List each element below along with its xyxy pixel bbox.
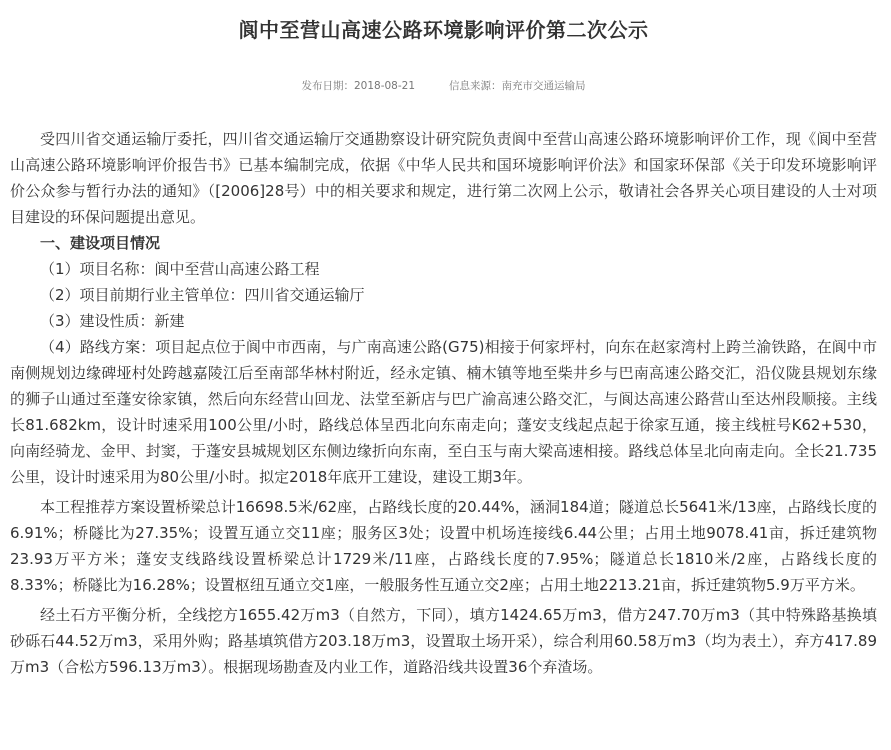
item-project-name: （1）项目名称：阆中至营山高速公路工程 <box>40 260 320 278</box>
publish-date: 发布日期：2018-08-21 <box>301 80 416 92</box>
article-body <box>10 126 877 680</box>
scheme-paragraph: 本工程推荐方案设置桥梁总计16698.5米/62座，占路线长度的20.44%，涵洞184道；隧道总长5641米/13座，占路线长度的6.91%；桥隧比为27.35%；设置互通立交11座；服务区3处；设置中机场连接线6.44公里；占用土地9078.41亩，拆迁建筑物23.93万平方米；蓬安支线路线设置桥梁总计1729米/11座，占路线长度的7.95%；隧道总长1810米/2座，占路线长度的8.33%；桥隧比为16.28%；设置枢纽互通立交1座，一般服务性互通立交2座；占用土地2213.21亩，拆迁建筑物5.9万平方米。 <box>10 498 877 594</box>
section-heading-project: 一、建设项目情况 <box>40 234 161 252</box>
page-title: 阆中至营山高速公路环境影响评价第二次公示 <box>238 18 649 42</box>
item-route-plan: （4）路线方案：项目起点位于阆中市西南，与广南高速公路(G75)相接于何家坪村，向东在赵家湾村上跨兰渝铁路，在阆中市南侧规划边缘碑垭村处跨越嘉陵江后至南部华林村附近，经永定镇、楠木镇等地至柴井乡与巴南高速公路交汇，沿仪陇县规划东缘的狮子山通过至蓬安徐家镇，然后向东经营山回龙、法堂至新店与巴广渝高速公路交汇，与阆达高速公路营山至达州段顺接。主线长81.682km，设计时速采用100公里/小时，路线总体呈西北向东南走向；蓬安支线起点起于徐家互通，接主线桩号K62+530，向南经骑龙、金甲、封窦，于蓬安县城规划区东侧边缘折向东南，至白玉与南大梁高速相接。路线总体呈北向南走向。全长21.735公里，设计时速采用为80公里/小时。拟定2018年底开工建设，建设工期3年。 <box>10 338 877 486</box>
earthwork-paragraph: 经土石方平衡分析，全线挖方1655.42万m3（自然方，下同），填方1424.65万m3，借方247.70万m3（其中特殊路基换填砂砾石44.52万m3，采用外购；路基填筑借方203.18万m3，设置取土场开采），综合利用60.58万m3（均为表土），弃方417.89万m3（合松方596.13万m3）。根据现场勘查及内业工作，道路沿线共设置36个弃渣场。 <box>10 606 877 676</box>
intro-paragraph: 受四川省交通运输厅委托，四川省交通运输厅交通勘察设计研究院负责阆中至营山高速公路环境影响评价工作，现《阆中至营山高速公路环境影响评价报告书》已基本编制完成，依据《中华人民共和国环境影响评价法》和国家环保部《关于印发环境影响评价公众参与暂行办法的通知》（[2006]28号）中的相关要求和规定，进行第二次网上公示，敬请社会各界关心项目建设的人士对项目建设的环保问题提出意见。 <box>10 130 877 226</box>
info-source: 信息来源：南充市交通运输局 <box>449 80 586 92</box>
item-authority: （2）项目前期行业主管单位：四川省交通运输厅 <box>40 286 365 304</box>
article-meta <box>10 78 877 94</box>
item-nature: （3）建设性质：新建 <box>40 312 185 330</box>
